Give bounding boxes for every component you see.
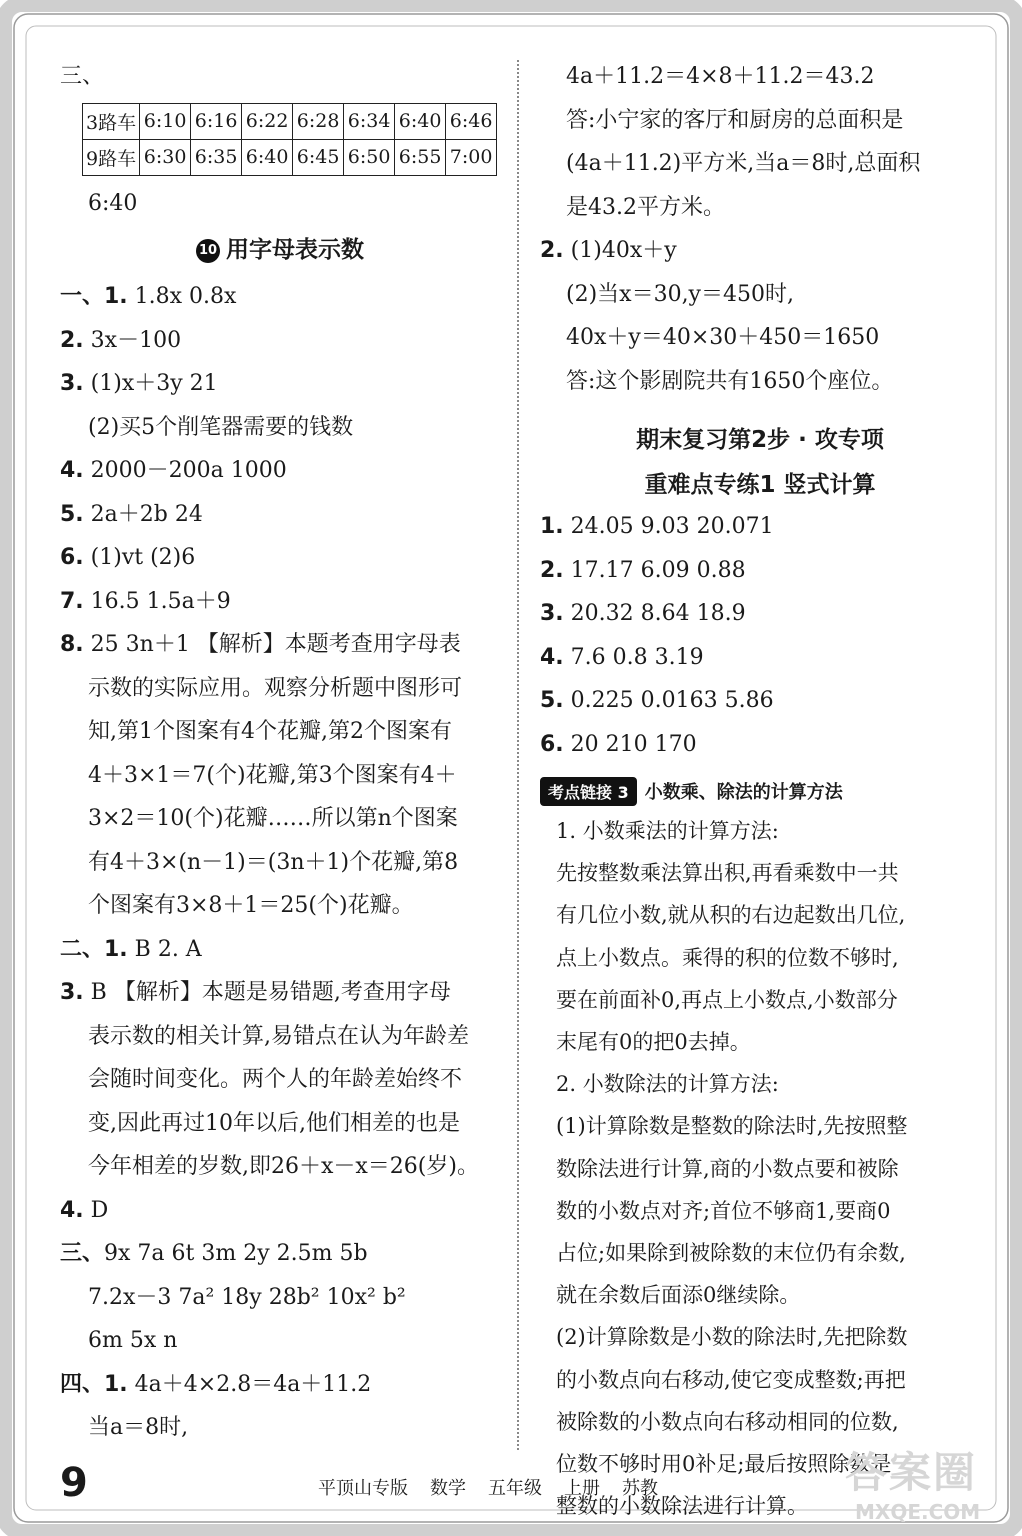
item-text: 24.05 9.03 20.071 (563, 514, 774, 539)
table-cell: 6:50 (344, 139, 395, 175)
table-cell: 6:28 (293, 103, 344, 139)
item-text: (2)当x＝30,y＝450时, (566, 281, 794, 307)
answer-line (60, 971, 500, 1015)
item-text: (1)vt (2)6 (83, 545, 196, 570)
item-text: B 【解析】本题是易错题,考查用字母 (83, 980, 451, 1005)
answer-line (60, 275, 500, 319)
knowledge-paragraph-line: 被除数的小数点向右移动相同的位数, (556, 1409, 899, 1434)
item-text: 会随时间变化。两个人的年龄差始终不 (88, 1067, 463, 1092)
answer-line (60, 580, 500, 624)
item-text: 25 3n＋1 【解析】本题考查用字母表 (83, 632, 461, 657)
drill-line (540, 723, 980, 767)
item-text: 答:这个影剧院共有1650个座位。 (566, 368, 894, 394)
item-text: (1)40x＋y (563, 238, 677, 263)
answer-line (540, 99, 980, 143)
answer-line (60, 1189, 500, 1233)
item-number: 二、1. (60, 936, 128, 962)
drill-line (540, 679, 980, 723)
item-text: 40x＋y＝40×30＋450＝1650 (566, 325, 880, 350)
table-cell: 6:40 (242, 139, 293, 175)
answer-line (60, 797, 500, 841)
table-cell: 6:55 (395, 139, 446, 175)
knowledge-paragraph-line: 有几位小数,就从积的右边起数出几位, (556, 903, 906, 928)
item-text: 17.17 6.09 0.88 (563, 557, 746, 583)
answer-line (60, 667, 500, 711)
left-column (60, 55, 500, 1450)
item-text: 7.6 0.8 3.19 (563, 644, 704, 670)
footer-item: 平顶山专版 (318, 1478, 408, 1499)
answer-line (540, 186, 980, 230)
right-column (540, 55, 980, 1527)
table-cell: 6:10 (140, 103, 191, 139)
table-cell: 6:45 (293, 139, 344, 175)
review-title: 期末复习第2步 · 攻专项 (636, 427, 884, 453)
watermark-url: MXQE.COM (855, 1500, 981, 1524)
unit-heading (60, 225, 500, 275)
table-row (83, 139, 497, 175)
item-text: 1.8x 0.8x (127, 284, 237, 309)
item-text: 表示数的相关计算,易错点在认为年龄差 (88, 1023, 469, 1049)
table-cell: 6:40 (395, 103, 446, 139)
answer-line (60, 1145, 500, 1189)
footer-item: 数学 (430, 1478, 466, 1499)
item-text: (1)x＋3y 21 (83, 371, 218, 396)
drill-title: 重难点专练1 竖式计算 (644, 472, 876, 498)
knowledge-link-body (540, 810, 980, 1527)
knowledge-paragraph-line: 要在前面补0,再点上小数点,小数部分 (556, 987, 898, 1012)
answer-line (60, 1058, 500, 1102)
answer-line (540, 360, 980, 404)
item-number: 三、 (60, 1241, 105, 1266)
item-text: 3×2＝10(个)花瓣……所以第n个图案 (88, 806, 458, 831)
answer-line (540, 316, 980, 360)
knowledge-paragraph-line: 点上小数点。乘得的积的位数不够时, (556, 945, 899, 970)
item-text: 知,第1个图案有4个花瓣,第2个图案有 (88, 719, 452, 744)
answer-line (60, 406, 500, 450)
item-number: 4. (60, 1197, 84, 1223)
item-text: 示数的实际应用。观察分析题中图形可 (88, 675, 463, 701)
answer-line (60, 1276, 500, 1320)
item-text: 6m 5x n (88, 1328, 178, 1353)
item-number: 2. (540, 238, 564, 263)
item-number: 6. (60, 545, 84, 570)
answer-line (60, 1015, 500, 1059)
drill-answer-list (540, 505, 980, 766)
drill-line (540, 549, 980, 593)
knowledge-paragraph-line: 的小数点向右移动,使它变成整数;再把 (556, 1367, 906, 1392)
drill-line (540, 505, 980, 549)
item-text: 当a＝8时, (88, 1415, 189, 1440)
answer-line (540, 229, 980, 273)
table-cell: 6:22 (242, 103, 293, 139)
answer-line (60, 493, 500, 537)
answer-line (60, 1319, 500, 1363)
knowledge-paragraph-line: 末尾有0的把0去掉。 (556, 1030, 751, 1055)
table-cell: 9路车 (83, 139, 140, 175)
item-text: 4＋3×1＝7(个)花瓣,第3个图案有4＋ (88, 762, 457, 788)
knowledge-paragraph-line: 数的小数点对齐;首位不够商1,要商0 (556, 1198, 891, 1223)
item-text: 16.5 1.5a＋9 (83, 588, 231, 614)
item-number: 4. (60, 458, 84, 483)
table-cell: 3路车 (83, 103, 140, 139)
knowledge-paragraph-line: 位数不够时用0补足;最后按照除数是 (556, 1452, 892, 1477)
item-text: D (83, 1197, 109, 1223)
item-number: 8. (60, 632, 84, 657)
answer-line (60, 710, 500, 754)
knowledge-paragraph-line: 1. 小数乘法的计算方法: (556, 819, 779, 843)
item-text: 3x－100 (83, 327, 182, 353)
item-text: 今年相差的岁数,即26＋x－x＝26(岁)。 (88, 1154, 479, 1179)
answer-line (540, 55, 980, 99)
drill-line (540, 636, 980, 680)
knowledge-link-header (540, 774, 980, 808)
item-number: 3. (60, 371, 84, 396)
table-cell: 6:16 (191, 103, 242, 139)
item-number: 5. (540, 688, 564, 713)
knowledge-paragraph-line: (1)计算除数是整数的除法时,先按照整 (556, 1114, 908, 1139)
knowledge-paragraph-line: (2)计算除数是小数的除法时,先把除数 (556, 1325, 908, 1350)
item-text: (2)买5个削笔器需要的钱数 (88, 414, 354, 440)
item-number: 四、1. (60, 1371, 128, 1397)
knowledge-link-title: 小数乘、除法的计算方法 (644, 782, 843, 803)
item-text: 有4＋3×(n－1)＝(3n＋1)个花瓣,第8 (88, 849, 459, 875)
bus-timetable (82, 103, 497, 176)
item-text: (4a＋11.2)平方米,当a＝8时,总面积 (566, 151, 921, 176)
answer-line (60, 1406, 500, 1450)
item-text: 7.2x－3 7a² 18y 28b² 10x² b² (88, 1284, 406, 1310)
item-text: 20 210 170 (563, 731, 697, 757)
item-number: 3. (60, 980, 84, 1005)
knowledge-paragraph-line: 就在余数后面添0继续除。 (556, 1283, 801, 1308)
answer-list (60, 275, 500, 1450)
answer-line (60, 841, 500, 885)
item-text: 4a＋11.2＝4×8＋11.2＝43.2 (566, 64, 875, 89)
item-text: 2000－200a 1000 (83, 458, 287, 483)
answer-line (60, 928, 500, 972)
footer-item: 五年级 (488, 1478, 542, 1499)
item-text: B 2. A (127, 936, 202, 962)
item-number: 2. (540, 557, 564, 583)
item-text: 0.225 0.0163 5.86 (563, 688, 774, 713)
knowledge-paragraph-line: 占位;如果除到被除数的末位仍有余数, (556, 1241, 906, 1266)
item-text: 个图案有3×8＋1＝25(个)花瓣。 (88, 893, 414, 918)
column-divider (517, 60, 519, 1450)
knowledge-link-badge: 考点链接 3 (540, 777, 637, 806)
answer-line (540, 273, 980, 317)
footer-item: 上册 (564, 1478, 600, 1499)
footer-item: 苏教 (622, 1478, 658, 1499)
answer-line (60, 1102, 500, 1146)
answer-list-continued (540, 55, 980, 403)
knowledge-paragraph-line: 整数的小数除法进行计算。 (556, 1494, 808, 1519)
answer-line (60, 1232, 500, 1276)
item-text: 变,因此再过10年以后,他们相差的也是 (88, 1110, 460, 1136)
answer-line (60, 362, 500, 406)
item-number: 1. (540, 514, 564, 539)
knowledge-paragraph-line: 先按整数乘法算出积,再看乘数中一共 (556, 861, 899, 886)
answer-line (60, 319, 500, 363)
table-cell: 6:34 (344, 103, 395, 139)
table-cell: 7:00 (446, 139, 497, 175)
page-number: 9 (60, 1460, 88, 1506)
bus-answer: 6:40 (88, 190, 138, 216)
watermark-logo (845, 1440, 980, 1524)
section-label: 三、 (60, 64, 105, 89)
item-text: 9x 7a 6t 3m 2y 2.5m 5b (104, 1241, 368, 1266)
item-number: 6. (540, 731, 564, 757)
footer-info (318, 1474, 680, 1500)
answer-line (60, 884, 500, 928)
item-text: 答:小宁家的客厅和厨房的总面积是 (566, 107, 904, 133)
item-number: 4. (540, 644, 564, 670)
drill-line (540, 592, 980, 636)
item-text: 2a＋2b 24 (83, 501, 203, 527)
knowledge-paragraph-line: 数除法进行计算,商的小数点要和被除 (556, 1156, 899, 1181)
unit-title: 用字母表示数 (226, 237, 364, 263)
watermark-text: 答案圈 (845, 1448, 978, 1497)
answer-line (60, 449, 500, 493)
answer-line (60, 1363, 500, 1407)
item-text: 20.32 8.64 18.9 (563, 601, 746, 626)
answer-line (60, 623, 500, 667)
table-row (83, 103, 497, 139)
item-number: 3. (540, 601, 564, 626)
table-cell: 6:35 (191, 139, 242, 175)
item-number: 2. (60, 327, 84, 353)
table-cell: 6:30 (140, 139, 191, 175)
item-number: 5. (60, 501, 84, 527)
item-text: 4a＋4×2.8＝4a＋11.2 (127, 1371, 372, 1397)
knowledge-paragraph-line: 2. 小数除法的计算方法: (556, 1072, 779, 1097)
unit-number-badge: 10 (196, 239, 220, 263)
item-number: 一、1. (60, 284, 128, 309)
item-text: 是43.2平方米。 (566, 194, 725, 220)
answer-line (60, 536, 500, 580)
answer-line (60, 754, 500, 798)
answer-line (540, 142, 980, 186)
item-number: 7. (60, 588, 84, 614)
table-cell: 6:46 (446, 103, 497, 139)
